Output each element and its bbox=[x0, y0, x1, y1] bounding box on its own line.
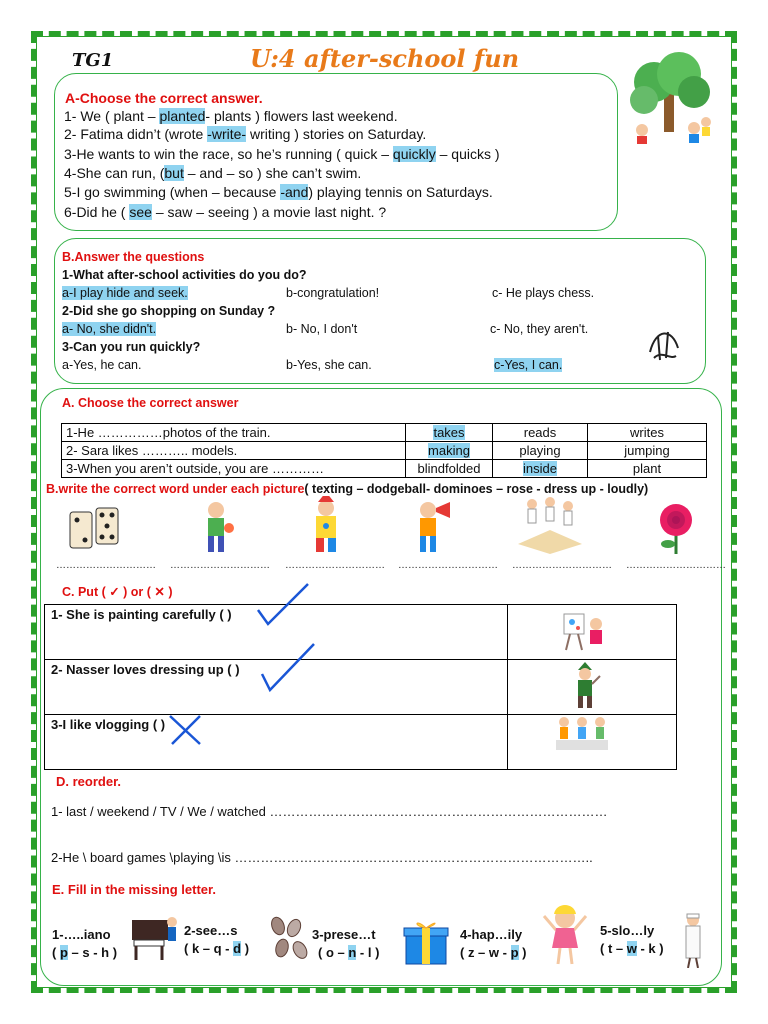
question-line: 6-Did he ( see – saw – seeing ) a movie last night. ? bbox=[64, 204, 387, 220]
answer-blank[interactable]: ………………………… bbox=[626, 560, 726, 571]
question-2: 2-Did she go shopping on Sunday ? bbox=[62, 304, 276, 318]
fill-item: 3-prese…t ( o – n - l ) bbox=[312, 927, 380, 960]
section-a-heading: A-Choose the correct answer. bbox=[65, 90, 263, 106]
answer-highlight: -write- bbox=[207, 126, 247, 142]
answer-blank[interactable]: ………………………… bbox=[56, 560, 156, 571]
answer-blank[interactable]: ………………………… bbox=[170, 560, 270, 571]
answer-highlight: d bbox=[233, 941, 242, 956]
question-line: 2- Fatima didn’t (wrote -write- writing ) stories on Saturday. bbox=[64, 126, 427, 142]
kids-vlogging-picture bbox=[552, 714, 612, 754]
worksheet-tag: TG1 bbox=[72, 50, 114, 71]
question-line: 5-I go swimming (when – because -and) playing tennis on Saturdays. bbox=[64, 184, 493, 200]
calligraphy-seal-icon bbox=[644, 322, 684, 366]
section-b2-heading: B.write the correct word under each picture( texting – dodgeball- dominoes – rose - dress up - loudly) bbox=[46, 482, 649, 496]
rose-picture bbox=[652, 502, 700, 556]
walking-man-picture bbox=[680, 912, 706, 968]
answer-option: c- No, they aren't. bbox=[490, 322, 589, 336]
boy-megaphone-picture bbox=[410, 500, 454, 556]
fill-item: 4-hap…ily ( z – w - p ) bbox=[460, 927, 527, 960]
girl-painting-picture bbox=[562, 610, 608, 654]
section-e-heading: E. Fill in the missing letter. bbox=[52, 882, 216, 897]
question-line: 3-He wants to win the race, so he’s running ( quick – quickly – quicks ) bbox=[64, 146, 500, 162]
fill-item: 2-see…s ( k – q - d ) bbox=[184, 923, 250, 956]
answer-blank[interactable]: ………………………… bbox=[398, 560, 498, 571]
answer-highlight: see bbox=[129, 204, 152, 220]
answer-highlight: planted bbox=[159, 108, 206, 124]
answer-option: c-Yes, I can. bbox=[494, 358, 563, 372]
table-row: 2- Sara likes ……….. models. making playing jumping bbox=[62, 442, 707, 460]
section-c-heading: C. Put ( ✓ ) or ( ✕ ) bbox=[62, 585, 173, 599]
section-a2-heading: A. Choose the correct answer bbox=[62, 396, 239, 410]
seeds-picture bbox=[268, 916, 310, 964]
choose-table bbox=[61, 423, 707, 478]
answer-highlight: p bbox=[510, 945, 519, 960]
reorder-line-2[interactable]: 2-He \ board games \playing \is ……………………………………………………………………….. bbox=[51, 850, 593, 865]
happy-girl-picture bbox=[540, 902, 590, 966]
fill-item: 1-…..iano ( p – s - h ) bbox=[52, 927, 118, 960]
table-row: 1-He ……………photos of the train. takes reads writes bbox=[62, 424, 707, 442]
answer-highlight: -and bbox=[280, 184, 309, 200]
answer-highlight: quickly bbox=[392, 146, 436, 162]
question-line: 1- We ( plant – planted- plants ) flowers last weekend. bbox=[64, 108, 398, 124]
section-b-heading: B.Answer the questions bbox=[62, 250, 205, 264]
boy-dodgeball-picture bbox=[196, 500, 236, 556]
answer-blank[interactable]: ………………………… bbox=[512, 560, 612, 571]
table-row: 3-I like vlogging ( ) bbox=[45, 715, 677, 770]
fill-item: 5-slo…ly ( t – w - k ) bbox=[600, 923, 664, 956]
table-row: 3-When you aren’t outside, you are ………… blindfolded inside plant bbox=[62, 460, 707, 478]
boy-costume-picture bbox=[568, 662, 602, 710]
cross-icon bbox=[166, 712, 206, 748]
table-row: 2- Nasser loves dressing up ( ) bbox=[45, 660, 677, 715]
answer-option: a-Yes, he can. bbox=[62, 358, 142, 372]
answer-option: b- No, I don't bbox=[286, 322, 358, 336]
answer-option: c- He plays chess. bbox=[492, 286, 595, 300]
question-3: 3-Can you run quickly? bbox=[62, 340, 201, 354]
answer-option: a- No, she didn't. bbox=[62, 322, 157, 336]
clown-dress-up-picture bbox=[306, 496, 346, 556]
answer-blank[interactable]: ………………………… bbox=[285, 560, 385, 571]
worksheet-title: U:4 after-school fun bbox=[250, 44, 520, 73]
reorder-line-1[interactable]: 1- last / weekend / TV / We / watched …………………………………………………………………… bbox=[51, 804, 608, 819]
answer-option: b-Yes, she can. bbox=[286, 358, 372, 372]
tree-kids-illustration bbox=[624, 52, 714, 144]
table-row: 1- She is painting carefully ( ) bbox=[45, 605, 677, 660]
gift-present-picture bbox=[402, 920, 450, 966]
answer-option: a-I play hide and seek. bbox=[62, 286, 188, 300]
answer-highlight: p bbox=[59, 945, 68, 960]
question-line: 4-She can run, (but – and – so ) she can’t swim. bbox=[64, 165, 362, 181]
piano-picture bbox=[130, 906, 178, 960]
answer-highlight: n bbox=[348, 945, 357, 960]
answer-highlight: w bbox=[626, 941, 637, 956]
dominoes-picture bbox=[68, 506, 124, 554]
section-d-heading: D. reorder. bbox=[56, 774, 122, 789]
checkmark-icon bbox=[254, 640, 318, 694]
checkmark-icon bbox=[252, 580, 312, 630]
question-1: 1-What after-school activities do you do? bbox=[62, 268, 307, 282]
answer-highlight: but bbox=[164, 165, 184, 181]
kids-playing-picture bbox=[516, 494, 584, 556]
answer-option: b-congratulation! bbox=[286, 286, 380, 300]
